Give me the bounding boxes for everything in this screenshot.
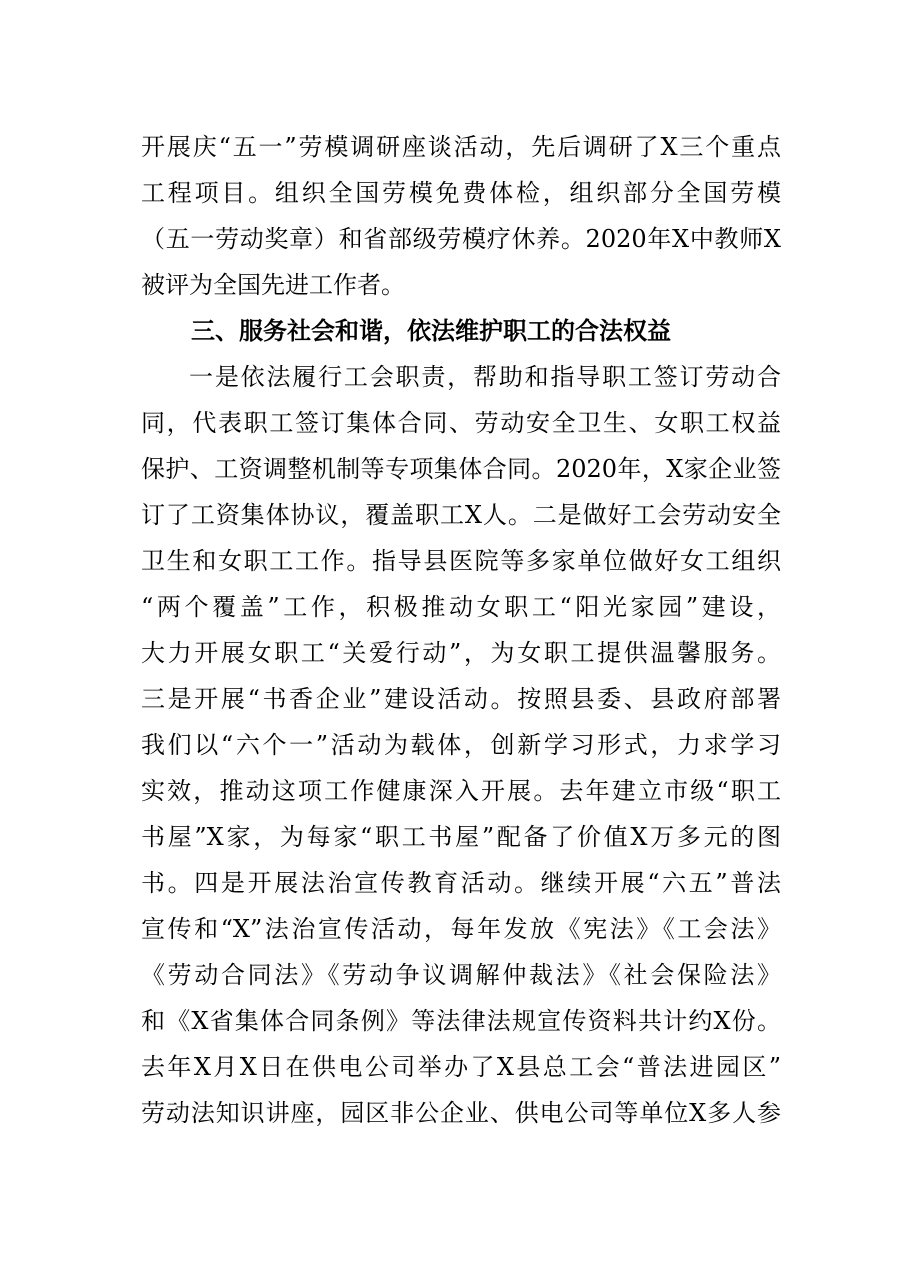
text-line: “两个覆盖”工作，积极推动女职工“阳光家园”建设， xyxy=(141,593,781,621)
text-line: 和《X省集体合同条例》等法律法规宣传资料共计约X份。 xyxy=(141,1007,781,1035)
text-line: 订了工资集体协议，覆盖职工X人。二是做好工会劳动安全 xyxy=(141,501,781,529)
text-line: 同，代表职工签订集体合同、劳动安全卫生、女职工权益 xyxy=(141,409,781,437)
document-body xyxy=(141,124,781,1136)
text-line: 保护、工资调整机制等专项集体合同。2020年，X家企业签 xyxy=(141,455,781,483)
text-line: 劳动法知识讲座，园区非公企业、供电公司等单位X多人参 xyxy=(141,1099,781,1127)
text-line: 三是开展“书香企业”建设活动。按照县委、县政府部署 xyxy=(141,685,781,713)
text-line: 《劳动合同法》《劳动争议调解仲裁法》《社会保险法》 xyxy=(141,961,781,989)
section-heading: 三、服务社会和谐，依法维护职工的合法权益 xyxy=(191,317,671,345)
text-line: 我们以“六个一”活动为载体，创新学习形式，力求学习 xyxy=(141,731,781,759)
text-line: 工程项目。组织全国劳模免费体检，组织部分全国劳模 xyxy=(141,179,781,207)
text-line: 书。四是开展法治宣传教育活动。继续开展“六五”普法 xyxy=(141,869,781,897)
text-line: 开展庆“五一”劳模调研座谈活动，先后调研了X三个重点 xyxy=(141,133,781,161)
text-line: 书屋”X家，为每家“职工书屋”配备了价值X万多元的图 xyxy=(141,823,781,851)
text-line: 一是依法履行工会职责，帮助和指导职工签订劳动合 xyxy=(189,363,781,391)
text-line: 去年X月X日在供电公司举办了X县总工会“普法进园区” xyxy=(141,1053,781,1081)
text-line: 宣传和“X”法治宣传活动，每年发放《宪法》《工会法》 xyxy=(141,915,781,943)
text-line: （五一劳动奖章）和省部级劳模疗休养。2020年X中教师X xyxy=(141,225,781,253)
text-line: 卫生和女职工工作。指导县医院等多家单位做好女工组织 xyxy=(141,547,781,575)
text-line: 大力开展女职工“关爱行动”，为女职工提供温馨服务。 xyxy=(141,639,781,667)
text-line: 被评为全国先进工作者。 xyxy=(141,271,405,299)
text-line: 实效，推动这项工作健康深入开展。去年建立市级“职工 xyxy=(141,777,781,805)
